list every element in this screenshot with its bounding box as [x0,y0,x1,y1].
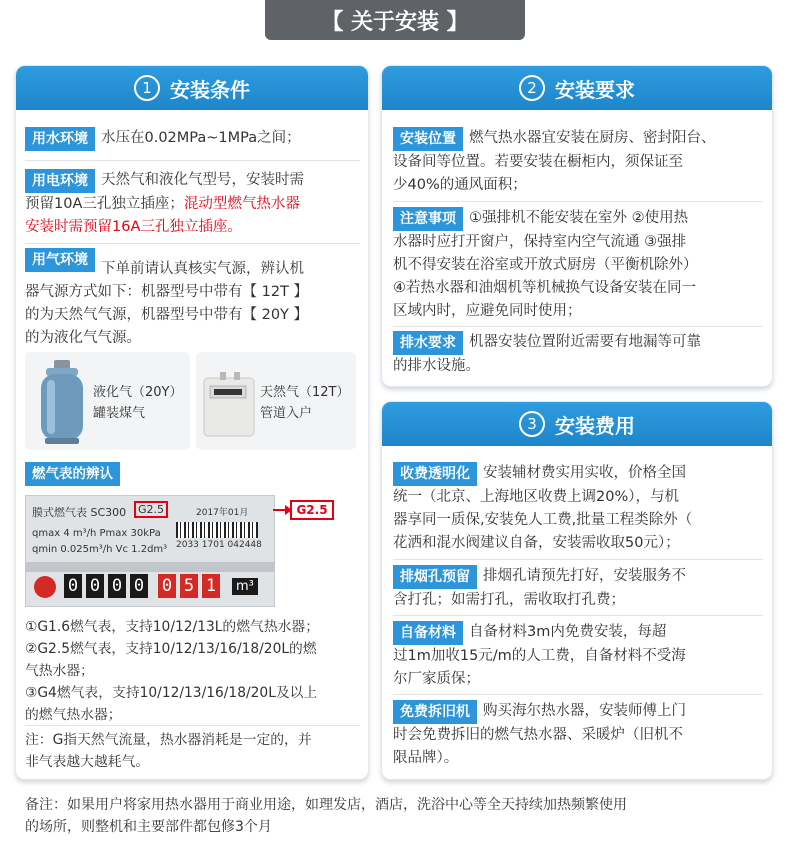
gas-env-text: 器气源方式如下：机器型号中带有【 12T 】 [25,284,309,300]
free-removal-text: 限品牌）。 [393,750,459,766]
free-removal-row [393,700,768,770]
water-env-tag: 用水环境 [25,127,95,151]
drain-text: 的排水设施。 [393,358,480,374]
gas-env-text: 的为液化气气源。 [25,330,141,346]
notice-text: 水器时应打开窗户，保持室内空气流通 ③强排 [393,234,687,250]
drain-tag: 排水要求 [393,331,463,355]
divider [25,243,360,244]
meter-spec-list [25,616,365,726]
transparent-fee-text: 器享同一质保,安装免人工费,批量工程类除外（ [393,512,693,528]
self-material-text: 自备材料3m内免费安装，每超 [469,624,667,640]
natural-gas-name: 天然气（12T） [260,385,350,400]
panel-header [382,402,772,446]
self-material-text: 过1m加收15元/m的人工费，自备材料不受海 [393,648,686,664]
meter-digit: 0 [130,574,148,598]
hybrid-warning-text: 混动型燃气热水器 [183,196,300,212]
section-title: 安装条件 [170,77,250,102]
water-env-row [25,127,365,151]
meter-qmin: qmin 0.025m³/h Vc 1.2dm³ [32,544,168,555]
list-item: ①G1.6燃气表，支持10/12/13L的燃气热水器； [25,619,320,635]
footer-note [25,794,770,838]
meter-digit: 0 [64,574,82,598]
panel-header [382,66,772,110]
list-item: 的燃气热水器； [25,707,122,723]
lpg-card [25,352,190,450]
page-title: 【 关于安装 】 [265,0,525,40]
meter-date: 2017年01月 [196,508,249,518]
list-item: ②G2.5燃气表，支持10/12/13/16/18/20L的燃 [25,641,317,657]
free-removal-text: 时会免费拆旧的燃气热水器、采暖炉（旧机不 [393,727,683,743]
gas-meter-icon [202,370,258,440]
natural-gas-desc: 管道入户 [260,406,313,421]
smoke-hole-text: 含打孔；如需打孔，需收取打孔费； [393,592,625,608]
gas-env-text: 的为天然气气源，机器型号中带有【 20Y 】 [25,307,309,323]
g25-label: G2.5 [290,500,334,520]
divider [393,201,763,202]
divider [393,615,763,616]
note-text: 注：G指天然气流量，热水器消耗是一定的，并 [25,732,312,748]
meter-digit: 0 [86,574,104,598]
meter-unit: m³ [232,578,258,595]
drain-text: 机器安装位置附近需要有地漏等可靠 [469,334,701,350]
meter-model-box: G2.5 [134,501,168,518]
location-text: 燃气热水器宜安装在厨房、密封阳台、 [469,130,716,146]
divider [393,559,763,560]
transparent-fee-text: 安装辅材费实用实收，价格全国 [483,465,686,481]
divider [25,725,360,726]
notice-row [393,207,768,323]
meter-digit: 1 [202,574,220,598]
notice-tag: 注意事项 [393,207,463,231]
gas-cylinder-icon [37,358,87,448]
divider [25,160,360,161]
meter-serial: 2033 1701 042448 [176,540,262,550]
meter-title: 膜式燃气表 SC300 [32,506,127,519]
electric-env-row [25,169,365,239]
gas-env-tag: 用气环境 [25,248,95,272]
self-material-text: 尔厂家质保； [393,671,480,687]
location-row [393,127,768,197]
water-env-text: 水压在0.02MPa~1MPa之间； [101,130,301,146]
barcode-graphic [176,522,258,538]
note-text: 非气表越大越耗气。 [25,754,150,770]
list-item: 气热水器； [25,663,94,679]
section-number: 2 [519,75,545,101]
brand-logo-icon [34,576,56,598]
panel-header [16,66,368,110]
drain-row [393,331,768,378]
electric-env-text: 预留10A三孔独立插座； [25,196,184,212]
meter-digit: 0 [158,574,176,598]
meter-digit: 5 [180,574,198,598]
free-removal-text: 购买海尔热水器，安装师傅上门 [483,703,686,719]
lpg-name: 液化气（20Y） [93,385,183,400]
transparent-fee-tag: 收费透明化 [393,462,477,486]
gas-env-row [25,248,365,350]
free-removal-tag: 免费拆旧机 [393,700,477,724]
meter-qmax: qmax 4 m³/h Pmax 30kPa [32,528,161,539]
transparent-fee-row [393,462,768,555]
meter-id-tag: 燃气表的辨认 [25,462,120,486]
meter-digit: 0 [108,574,126,598]
footer-text: 备注：如果用户将家用热水器用于商业用途，如理发店，酒店，洗浴中心等全天持续加热频繁使用 [25,797,627,813]
notice-text: ①强排机不能安装在室外 ②使用热 [469,210,689,226]
divider [393,694,763,695]
section-title: 安装要求 [555,77,635,102]
list-item: ③G4燃气表，支持10/12/13/16/18/20L及以上 [25,685,318,701]
smoke-hole-text: 排烟孔请预先打好，安装服务不 [483,568,686,584]
section-number: 1 [134,75,160,101]
smoke-hole-tag: 排烟孔预留 [393,565,477,589]
section-number: 3 [519,411,545,437]
meter-band [26,562,275,572]
natural-gas-card [196,352,356,450]
electric-env-tag: 用电环境 [25,169,95,193]
gas-meter-photo [25,495,275,607]
location-tag: 安装位置 [393,127,463,151]
self-material-row [393,621,768,691]
transparent-fee-text: 花洒和混水阀建议自备，安装需收取50元）； [393,535,680,551]
hybrid-warning-text: 安装时需预留16A三孔独立插座。 [25,219,242,235]
transparent-fee-text: 统一（北京、上海地区收费上调20%），与机 [393,489,679,505]
notice-text: 区域内时，应避免同时使用； [393,303,582,319]
notice-text: 机不得安装在浴室或开放式厨房（平衡机除外） [393,257,698,273]
location-text: 设备间等位置。若要安装在橱柜内，须保证至 [393,154,683,170]
smoke-hole-row [393,565,768,612]
location-text: 少40%的通风面积； [393,177,527,193]
self-material-tag: 自备材料 [393,621,463,645]
section-title: 安装费用 [555,413,635,438]
meter-note [25,729,365,773]
divider [393,326,763,327]
lpg-desc: 罐装煤气 [93,406,146,421]
gas-env-text: 下单前请认真核实气源，辨认机 [101,261,304,277]
footer-text: 的场所，则整机和主要部件都包修3个月 [25,819,272,835]
electric-env-text: 天然气和液化气型号，安装时需 [101,172,304,188]
notice-text: ④若热水器和油烟机等机械换气设备安装在同一 [393,280,696,296]
